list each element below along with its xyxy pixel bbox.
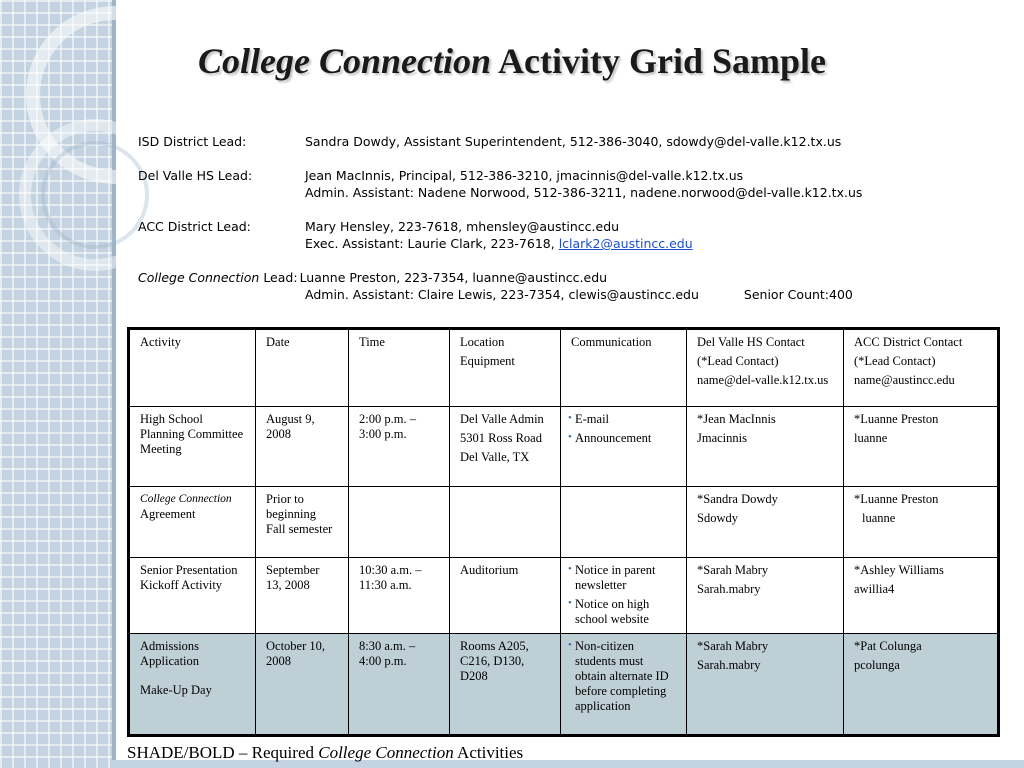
header-location: Location Equipment: [450, 329, 561, 407]
cc-value-1: Luanne Preston, 223-7354, luanne@austincc.edu: [299, 270, 608, 285]
cell-date: Prior to beginning Fall semester: [256, 487, 349, 558]
cell-communication: • Non-citizen students must obtain alternate ID before completing application: [561, 634, 687, 736]
cell-communication: • E-mail • Announcement: [561, 407, 687, 487]
table-row: [129, 487, 999, 558]
footer-prefix: SHADE/BOLD – Required: [127, 743, 319, 762]
table-row: [129, 407, 999, 487]
senior-count: Senior Count:400: [743, 287, 853, 302]
dv-value-1: Jean MacInnis, Principal, 512-386-3210, jmacinnis@del-valle.k12.tx.us: [305, 168, 744, 183]
isd-value: Sandra Dowdy, Assistant Superintendent, 512-386-3040, sdowdy@del-valle.k12.tx.us: [305, 134, 842, 149]
dv-value-2: Admin. Assistant: Nadene Norwood, 512-386-3211, nadene.norwood@del-valle.k12.tx.us: [305, 185, 863, 200]
cc-value-2: Admin. Assistant: Claire Lewis, 223-7354, clewis@austincc.edu: [305, 287, 699, 302]
cell-activity: Senior Presentation Kickoff Activity: [129, 558, 256, 634]
contact-row-isd: [138, 133, 1008, 150]
cell-activity: Admissions Application Make-Up Day: [129, 634, 256, 736]
header-dv-contact: Del Valle HS Contact (*Lead Contact) name@del-valle.k12.tx.us: [687, 329, 844, 407]
cell-dv-contact: *Sandra Dowdy Sdowdy: [687, 487, 844, 558]
cell-dv-contact: *Jean MacInnis Jmacinnis: [687, 407, 844, 487]
contact-row-dv-2: [138, 184, 1008, 201]
cell-date: September 13, 2008: [256, 558, 349, 634]
cell-location: [450, 487, 561, 558]
table-row-shaded: [129, 634, 999, 736]
cell-communication: • Notice in parent newsletter • Notice on high school website: [561, 558, 687, 634]
page-title: [130, 38, 894, 84]
cell-activity: College Connection Agreement: [129, 487, 256, 558]
cc-label-rest: Lead:: [259, 270, 298, 285]
acc-value-2: Exec. Assistant: Laurie Clark, 223-7618,: [305, 236, 559, 251]
footer-italic: College Connection: [318, 743, 454, 762]
cell-dv-contact: *Sarah Mabry Sarah.mabry: [687, 634, 844, 736]
email-link[interactable]: lclark2@austincc.edu: [558, 236, 693, 251]
contact-row-acc: [138, 218, 1008, 235]
title-italic: College Connection: [197, 41, 491, 81]
contact-row-acc-2: [138, 235, 1008, 252]
header-acc-contact: ACC District Contact (*Lead Contact) name@austincc.edu: [844, 329, 999, 407]
header-communication: Communication: [561, 329, 687, 407]
title-rest: Activity Grid Sample: [491, 41, 826, 81]
header-time: Time: [349, 329, 450, 407]
cell-acc-contact: *Luanne Preston luanne: [844, 487, 999, 558]
cell-time: 10:30 a.m. – 11:30 a.m.: [349, 558, 450, 634]
acc-value-1: Mary Hensley, 223-7618, mhensley@austincc.edu: [305, 219, 620, 234]
table-header-row: [129, 329, 999, 407]
cell-location: Auditorium: [450, 558, 561, 634]
footer-note: [127, 742, 523, 764]
contact-row-cc-2: [138, 286, 1008, 303]
contacts-block: [138, 133, 1008, 303]
acc-label: ACC District Lead:: [138, 219, 251, 234]
cell-acc-contact: *Luanne Preston luanne: [844, 407, 999, 487]
cell-time: 2:00 p.m. – 3:00 p.m.: [349, 407, 450, 487]
header-activity: Activity: [129, 329, 256, 407]
header-date: Date: [256, 329, 349, 407]
dv-label: Del Valle HS Lead:: [138, 168, 253, 183]
cell-time: 8:30 a.m. – 4:00 p.m.: [349, 634, 450, 736]
contact-row-dv: [138, 167, 1008, 184]
cell-time: [349, 487, 450, 558]
cell-date: August 9, 2008: [256, 407, 349, 487]
cell-location: Rooms A205, C216, D130, D208: [450, 634, 561, 736]
cell-activity: High School Planning Committee Meeting: [129, 407, 256, 487]
isd-label: ISD District Lead:: [138, 134, 247, 149]
cell-acc-contact: *Ashley Williams awillia4: [844, 558, 999, 634]
cc-label-italic: College Connection: [138, 270, 260, 285]
footer-suffix: Activities: [453, 743, 524, 762]
activity-grid-table: [127, 327, 1000, 737]
cell-location: Del Valle Admin 5301 Ross Road Del Valle, TX: [450, 407, 561, 487]
cell-dv-contact: *Sarah Mabry Sarah.mabry: [687, 558, 844, 634]
cell-communication: [561, 487, 687, 558]
cell-date: October 10, 2008: [256, 634, 349, 736]
cell-acc-contact: *Pat Colunga pcolunga: [844, 634, 999, 736]
table-row: [129, 558, 999, 634]
contact-row-cc: [138, 269, 1008, 286]
